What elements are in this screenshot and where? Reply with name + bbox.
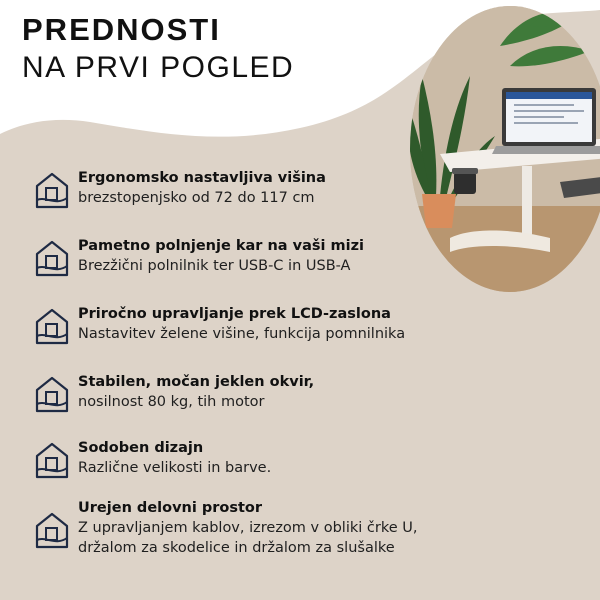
feature-item-height [34, 168, 326, 210]
house-feature-icon [34, 306, 70, 346]
page-title [22, 10, 294, 86]
house-feature-icon [34, 510, 70, 550]
feature-description: Različne velikosti in barve. [78, 460, 272, 476]
title-line-2: NA PRVI POGLED [22, 51, 295, 84]
house-feature-icon [34, 374, 70, 414]
feature-heading: Priročno upravljanje prek LCD-zaslona [78, 306, 391, 322]
feature-heading: Ergonomsko nastavljiva višina [78, 170, 326, 186]
feature-heading: Stabilen, močan jeklen okvir, [78, 374, 315, 390]
house-feature-icon [34, 170, 70, 210]
feature-description: brezstopenjsko od 72 do 117 cm [78, 190, 315, 206]
feature-item-workspace [34, 498, 417, 558]
feature-item-frame [34, 372, 314, 414]
feature-description: Brezžični polnilnik ter USB-C in USB-A [78, 258, 351, 274]
feature-heading: Pametno polnjenje kar na vaši mizi [78, 238, 364, 254]
feature-description: Z upravljanjem kablov, izrezom v obliki črke U, [78, 520, 418, 536]
house-feature-icon [34, 238, 70, 278]
desk-photo [410, 6, 600, 292]
feature-item-design [34, 438, 271, 480]
feature-heading: Sodoben dizajn [78, 440, 204, 456]
feature-description: nosilnost 80 kg, tih motor [78, 394, 265, 410]
feature-heading: Urejen delovni prostor [78, 500, 263, 516]
house-feature-icon [34, 440, 70, 480]
title-line-1: PREDNOSTI [22, 12, 221, 47]
feature-item-charging [34, 236, 364, 278]
feature-description: Nastavitev želene višine, funkcija pomnilnika [78, 326, 406, 342]
feature-item-lcd [34, 304, 405, 346]
feature-description: držalom za skodelice in držalom za slušalke [78, 540, 395, 556]
